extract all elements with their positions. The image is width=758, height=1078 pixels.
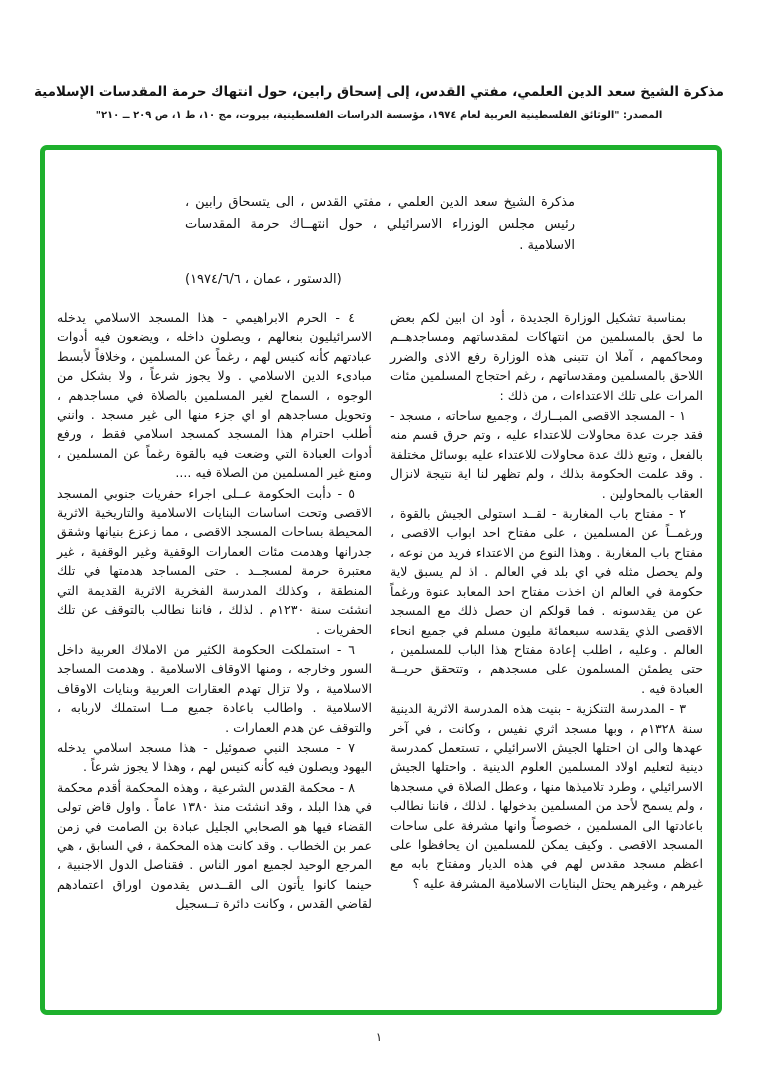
paragraph-item-6: ٦ - استملكت الحكومة الكثير من الاملاك العربية داخل السور وخارجه ، ومنها الاوقاف الاسلامية . وهدمت المساجد الاسلامية ، ولا تزال تهدم العقارات العربية وبنايات الاوقاف الاسلامية . واطالب باعادة جميع مــا استملك لاربابه ، والتوقف عن هدم العمارات . <box>57 641 372 735</box>
column-right <box>390 308 703 915</box>
document-title: مذكرة الشيخ سعد الدين العلمي، مفتي القدس، إلى إسحاق رابين، حول انتهاك حرمة المقدسات الإسلامية <box>33 84 725 100</box>
paragraph-item-5: ٥ - دأبت الحكومة عــلى اجراء حفريات جنوبي المسجد الاقصى وتحت اساسات البنايات الاسلامية والتاريخية الاثرية المحيطة بساحات المسجد الاقصى ، مما زعزع بنيانها وشقق جدرانها وهدمت مئات العمارات الوقفية وغير الوقفية ، غير معتبرة حرمة لمسجــد . حتى المساجد هدمتها في تلك المنطقة ، وكذلك المدرسة الفخرية الاثرية القديمة التي انشئت سنة ١٢٣٠م . لذلك ، فاننا نطالب بالتوقف عن تلك الحفريات . <box>57 485 372 637</box>
document-source-line: المصدر: "الوثائق الفلسطينية العربية لعام ١٩٧٤، مؤسسة الدراسات الفلسطينية، بيروت، مج ١٠، ط ١، ص ٢٠٩ ــ ٢١٠" <box>95 110 663 121</box>
two-column-text <box>57 308 703 915</box>
page-number: ١ <box>375 1030 383 1044</box>
document-frame <box>40 145 722 1015</box>
letter-heading: مذكرة الشيخ سعد الدين العلمي ، مفتي القدس ، الى يتسحاق رابين ، رئيس مجلس الوزراء الاسرائيلي ، حول انتهــاك حرمة المقدسات الاسلامية . <box>185 195 575 253</box>
paragraph-item-7: ٧ - مسجد النبي صموئيل - هذا مسجد اسلامي يدخله اليهود ويصلون فيه كأنه كنيس لهم ، وهذا لا يجوز شرعاً . <box>57 739 372 775</box>
letter-heading-block <box>185 192 575 290</box>
paragraph-item-3: ٣ - المدرسة التنكزية - بنيت هذه المدرسة الاثرية الدينية سنة ١٣٢٨م ، وبها مسجد اثري نفيس ، وكانت ، في آخر عهدها والى ان احتلها الجيش الاسرائيلي ، تستعمل كمدرسة دينية لتعليم اولاد المسلمين العلوم الدينية . واحتلها الجيش الاسرائيلي ، وطرد تلاميذها منها ، وعطل الصلاة في مسجدها ، ولم يسمح لأحد من المسلمين بدخولها . لذلك ، فاننا نطالب باعادتها الى المسلمين ، خصوصاً وانها مشرفة على ساحات المسجد الاقصى . وكيف يمكن للمسلمين ان يحافظوا على اعظم مسجد مقدس لهم في هذه الديار ومفتاح بابه مع غيرهم ، وغيرهم يحتل البنايات الاسلامية المشرفة عليه ؟ <box>390 701 703 891</box>
paragraph-item-1: ١ - المسجد الاقصى المبــارك ، وجميع ساحاته ، مسجد - فقد جرت عدة محاولات للاعتداء عليه ، وتم حرق قسم منه بالفعل ، وتبع ذلك عدة محاولات للاعتداء عليه بوسائل مختلفة . وقد علمت الحكومة بذلك ، ولم تظهر لنا اية نتيجة لانزال العقاب بالمحاولين . <box>390 408 703 501</box>
paragraph-intro: بمناسبة تشكيل الوزارة الجديدة ، أود ان ابين لكم بعض ما لحق بالمسلمين من انتهاكات لمقدساتهم ومساجدهــم ومحاكمهم ، آملا ان تتبنى هذه الوزارة رفع الاذى والضرر اللاحق بالمسلمين ومقدساتهم ، رغم احتجاج المسلمين مئات المرات على تلك الاعتداءات ، من ذلك : <box>390 310 703 403</box>
paragraph-item-2: ٢ - مفتاح باب المغاربة - لقــد استولى الجيش بالقوة ، ورغمــاً عن المسلمين ، على مفتاح احد ابواب الاقصى ، مفتاح باب المغاربة . وهذا النوع من الاعتداء فريد من نوعه ، ولم يحصل مثله في اي بلد في العالم . اذ لم يسبق لاية حكومة في العالم ان اخذت مفتاح احد المعابد عنوة ورغماً عن من يقدسونه . فما قولكم ان حصل ذلك مع المسجد الاقصى الذي يقدسه سبعمائة مليون مسلم في جميع انحاء العالم . وعليه ، اطلب إعادة مفتاح هذا الباب للمسلمين ، حتى يطمئن المسلمون على مسجدهم ، وتتحقق حريــة العبادة فيه . <box>390 506 703 696</box>
paragraph-item-8: ٨ - محكمة القدس الشرعية ، وهذه المحكمة أقدم محكمة في هذا البلد ، وقد انشئت منذ ١٣٨٠ عاماً . واول قاض تولى القضاء فيها هو الصحابي الجليل عبادة بن الصامت في زمن عمر بن الخطاب . وقد كانت هذه المحكمة ، في السابق ، هي المرجع الوحيد لجميع امور الناس . فقناصل الدول الاجنبية ، حينما كانوا يأتون الى القــدس يقدمون اوراق اعتمادهم لقاضي القدس ، وكانت دائرة تــسجيل <box>57 779 373 912</box>
column-left <box>57 308 372 915</box>
paragraph-item-4: ٤ - الحرم الابراهيمي - هذا المسجد الاسلامي يدخله الاسرائيليون بنعالهم ، ويصلون داخله ، ويضعون فيه أدوات عبادتهم كأنه كنيس لهم ، رغماً عن المسلمين ، وخلافاً لأبسط مبادىء الدين الاسلامي . ولا يجوز شرعاً ، ولا بشكل من الوجوه ، السماح لغير المسلمين بالصلاة في مساجدهم ، وتحويل مساجدهم او اي جزء منها الى غير مسجد . وانني أطلب احترام هذا المسجد كمسجد اسلامي فقط ، ورفع أدوات العبادة التي وضعت فيه بالقوة رغماً عن المسلمين ، ومنع غير المسلمين من الصلاة فيه .... <box>57 310 372 481</box>
letter-date: (الدستور ، عمان ، ١٩٧٤/٦/٦) <box>185 271 342 287</box>
